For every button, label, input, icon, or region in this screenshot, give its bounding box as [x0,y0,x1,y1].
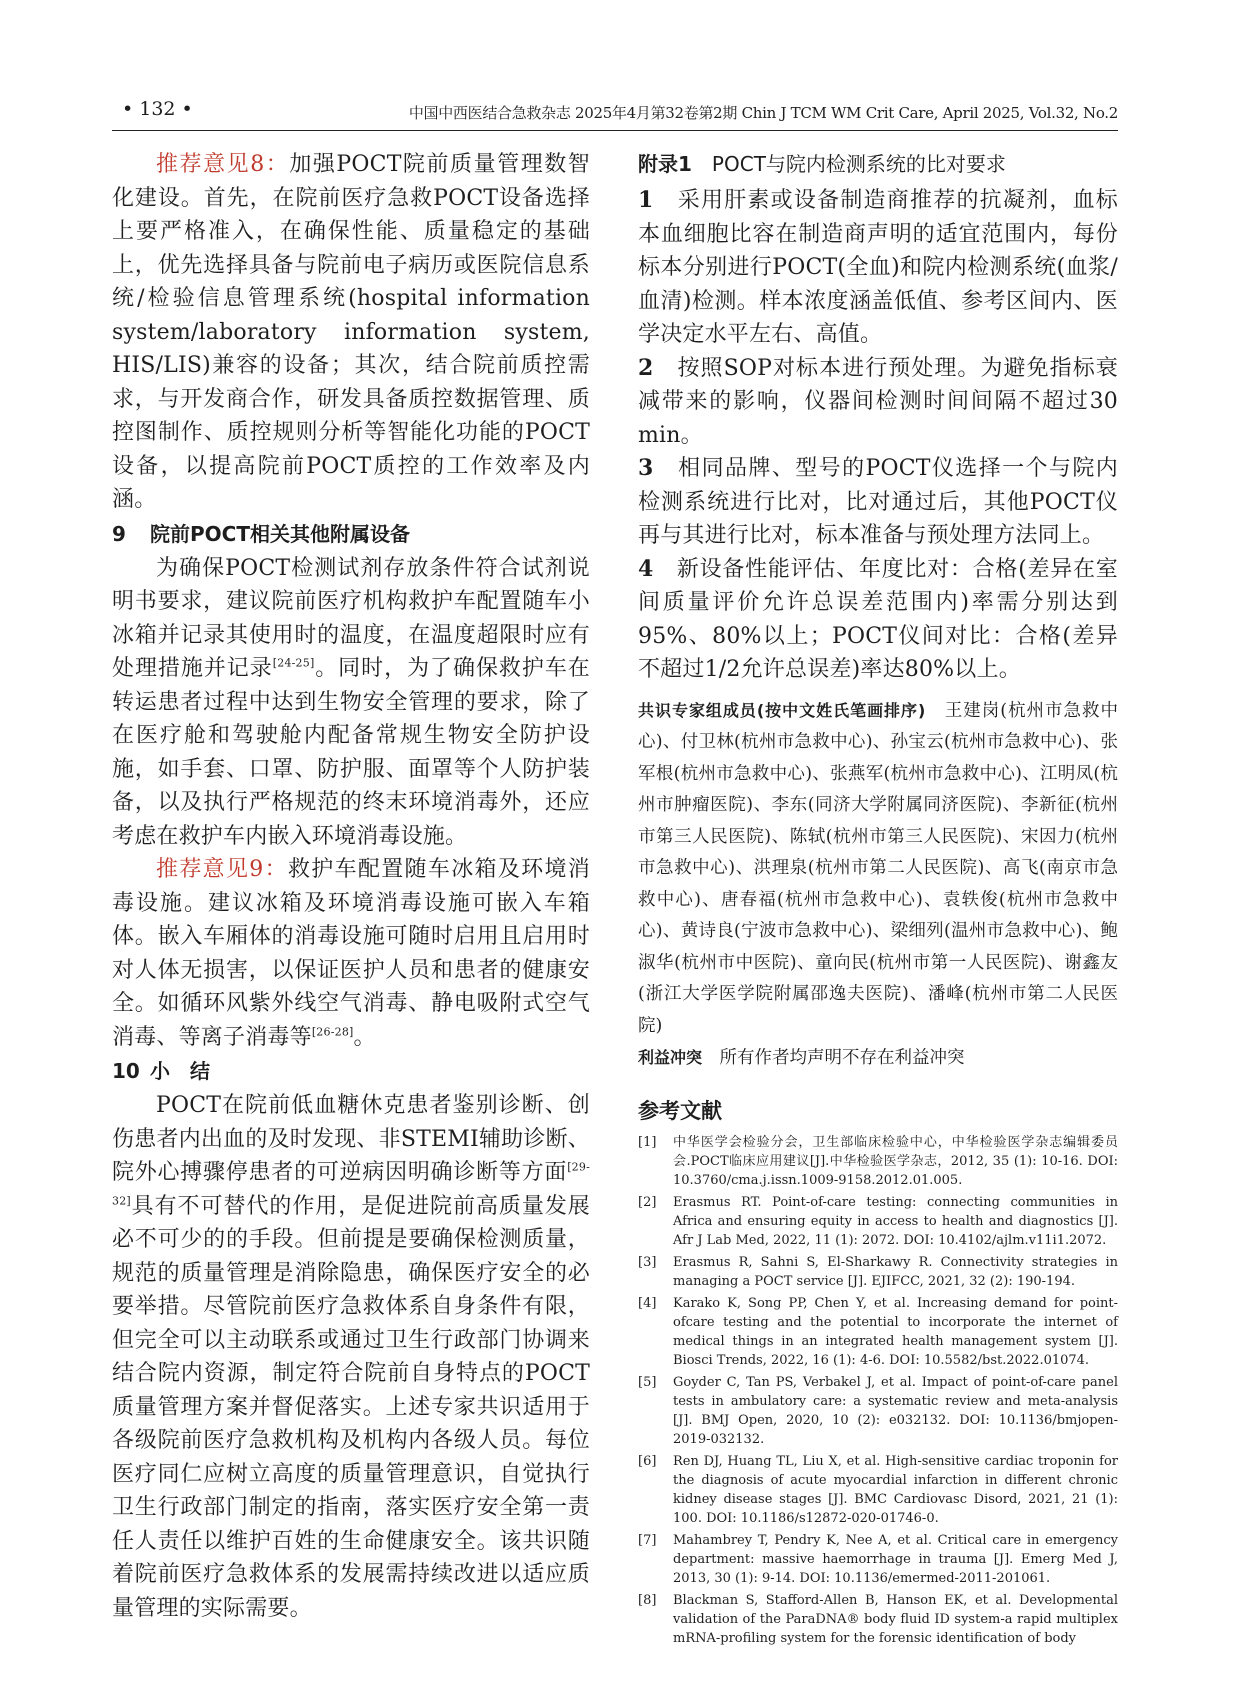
section-9-paragraph [112,552,590,854]
section-10-number: 10 [112,1059,140,1083]
journal-citation: 中国中西医结合急救杂志 2025年4月第32卷第2期 Chin J TCM WM Crit Care, April 2025, Vol.32, No.2 [408,104,1118,122]
reference-text: Blackman S, Stafford-Allen B, Hanson EK, et al. Developmental validation of the ParaDNA® body fluid ID system-a rapid multiplex mRNA-profiling system for the forensic identification of body [673,1592,1118,1646]
section-10-title: 小 结 [150,1059,210,1083]
appendix-item-text: 新设备性能评估、年度比对：合格(差异在室间质量评价允许总误差范围内)率需分别达到95%、80%以上；POCT仪间对比：合格(差异不超过1/2允许总误差)率达80%以上。 [638,556,1119,682]
appendix-item-4 [638,553,1118,687]
conflict-of-interest [638,1042,1118,1075]
appendix-item-3 [638,452,1118,553]
section-9-text-b: 。同时，为了确保救护车在转运患者过程中达到生物安全管理的要求，除了在医疗舱和驾驶舱内配备常规生物安全防护设施，如手套、口罩、防护服、面罩等个人防护装备，以及执行严格规范的终末环境消毒外，还应考虑在救护车内嵌入环境消毒设施。 [112,656,591,849]
reference-item [638,1193,1118,1250]
recommendation-8 [112,148,590,517]
section-9-number: 9 [112,521,126,546]
reference-text: Ren DJ, Huang TL, Liu X, et al. High-sensitive cardiac troponin for the diagnosis of acute myocardial infarction in different chronic kidney disease stages [J]. BMC Cardiovasc Disord, 2021, 21 (1): 100. DOI: 10.1186/s12872-020-01746-0. [673,1453,1118,1526]
section-9-title: 院前POCT相关其他附属设备 [150,521,410,546]
citation-24-25[interactable]: [24-25] [272,656,315,670]
appendix-label: 附录1 [638,152,692,176]
section-10-heading [112,1055,590,1088]
reference-text: Karako K, Song PP, Chen Y, et al. Increasing demand for point-ofcare testing and the potential to incorporate the internet of medical things in an integrated health management system [J]. Biosci Trends, 2022, 16 (1): 4-6. DOI: 10.5582/bst.2022.01074. [673,1295,1118,1368]
experts-text: 王建岗(杭州市急救中心)、付卫林(杭州市急救中心)、孙宝云(杭州市急救中心)、张军根(杭州市急救中心)、张燕军(杭州市急救中心)、江明凤(杭州市肿瘤医院)、李东(同济大学附属同济医院)、李新征(杭州市第三人民医院)、陈轼(杭州市第三人民医院)、宋因力(杭州市急救中心)、洪理泉(杭州市第二人民医院)、高飞(南京市急救中心)、唐春福(杭州市急救中心)、袁轶俊(杭州市急救中心)、黄诗良(宁波市急救中心)、梁细列(温州市急救中心)、鲍淑华(杭州市中医院)、童向民(杭州市第一人民医院)、谢鑫友(浙江大学医学院附属邵逸夫医院)、潘峰(杭州市第二人民医院) [638,700,1118,1036]
experts-label: 共识专家组成员(按中文姓氏笔画排序) [638,700,926,720]
reference-item [638,1591,1118,1648]
reference-text: Goyder C, Tan PS, Verbakel J, et al. Impact of point-of-care panel tests in ambulatory care: a systematic review and meta-analysis [J]. BMJ Open, 2020, 10 (2): e032132. DOI: 10.1136/bmjopen-2019-032132. [673,1374,1118,1447]
reference-item [638,1531,1118,1588]
references-heading: 参考文献 [638,1098,722,1123]
appendix-item-number: 4 [638,555,654,582]
reference-number: [5] [638,1374,657,1390]
appendix-item-text: 按照SOP对标本进行预处理。为避免指标衰减带来的影响，仪器间检测时间间隔不超过30 min。 [638,355,1119,448]
reference-item [638,1373,1118,1449]
appendix-title: POCT与院内检测系统的比对要求 [711,152,1006,176]
appendix-item-text: 相同品牌、型号的POCT仪选择一个与院内检测系统进行比对，比对通过后，其他POCT仪再与其进行比对，标本准备与预处理方法同上。 [638,456,1118,548]
appendix-item-text: 采用肝素或设备制造商推荐的抗凝剂，血标本血细胞比容在制造商声明的适宜范围内，每份标本分别进行POCT(全血)和院内检测系统(血浆/血清)检测。样本浓度涵盖低值、参考区间内、医学决定水平左右、高值。 [638,188,1118,347]
appendix-heading [638,148,1118,181]
recommendation-9 [112,853,590,1054]
appendix-item-1 [638,184,1118,352]
section-10-paragraph [112,1089,590,1625]
coi-text: 所有作者均声明不存在利益冲突 [719,1048,965,1068]
reference-number: [3] [638,1254,657,1270]
running-header [112,98,1118,131]
reference-number: [1] [638,1134,657,1150]
appendix-item-number: 1 [638,187,654,213]
coi-label: 利益冲突 [638,1048,703,1067]
section-10-text-a: POCT在院前低血糖休克患者鉴别诊断、创伤患者内出血的及时发现、非STEMI辅助诊断、院外心搏骤停患者的可逆病因明确诊断等方面 [112,1093,590,1185]
citation-29-32[interactable]: [29-32] [112,1160,590,1208]
reference-text: Erasmus R, Sahni S, El-Sharkawy R. Connectivity strategies in managing a POCT service [J]. EJIFCC, 2021, 32 (2): 190-194. [673,1254,1118,1289]
reference-item [638,1133,1118,1190]
right-column [638,148,1118,1651]
section-10-text-b: 具有不可替代的作用，是促进院前高质量发展必不可少的的手段。但前提是要确保检测质量，规范的质量管理是消除隐患，确保医疗安全的必要举措。尽管院前医疗急救体系自身条件有限，但完全可以主动联系或通过卫生行政部门协调来结合院内资源，制定符合院前自身特点的POCT质量管理方案并督促落实。上述专家共识适用于各级院前医疗急救机构及机构内各级人员。每位医疗同仁应树立高度的质量管理意识，自觉执行卫生行政部门制定的指南，落实医疗安全第一责任人责任以维护百姓的生命健康安全。该共识随着院前医疗急救体系的发展需持续改进以适应质量管理的实际需要。 [112,1193,590,1621]
reference-number: [4] [638,1295,657,1311]
reference-number: [8] [638,1592,657,1608]
reference-number: [6] [638,1453,657,1469]
appendix-item-number: 2 [638,354,654,381]
reference-text: Erasmus RT. Point-of-care testing: connecting communities in Africa and ensuring equity in access to health and diagnostics [J]. Afr J Lab Med, 2022, 11 (1): 2072. DOI: 10.4102/ajlm.v11i1.2072. [673,1194,1118,1248]
section-9-text-a: 为确保POCT检测试剂存放条件符合试剂说明书要求，建议院前医疗机构救护车配置随车小冰箱并记录其使用时的温度，在温度超限时应有处理措施并记录 [112,555,590,681]
appendix-item-number: 3 [638,455,654,481]
recommendation-9-end: 。 [353,1024,376,1050]
citation-26-28[interactable]: [26-28] [311,1025,354,1039]
reference-text: 中华医学会检验分会，卫生部临床检验中心，中华检验医学杂志编辑委员会.POCT临床应用建议[J].中华检验医学杂志，2012, 35 (1): 10-16. DOI: 10.3760/cma.j.issn.1009-9158.2012.01.005. [673,1134,1118,1188]
left-column [112,148,590,1625]
experts-list [638,695,1118,1043]
appendix-item-2 [638,352,1118,453]
reference-item [638,1253,1118,1291]
page-number: • 132 • [122,98,193,120]
recommendation-8-label: 推荐意见8： [156,152,290,177]
reference-number: [7] [638,1532,657,1548]
reference-number: [2] [638,1194,657,1210]
reference-item [638,1452,1118,1528]
recommendation-9-text: 救护车配置随车冰箱及环境消毒设施。建议冰箱及环境消毒设施可嵌入车箱体。嵌入车厢体的消毒设施可随时启用且启用时对人体无损害，以保证医护人员和患者的健康安全。如循环风紫外线空气消毒、静电吸附式空气消毒、等离子消毒等 [112,857,590,1050]
reference-text: Mahambrey T, Pendry K, Nee A, et al. Critical care in emergency department: massive haemorrhage in trauma [J]. Emerg Med J, 2013, 30 (1): 9-14. DOI: 10.1136/emermed-2011-201061. [673,1532,1118,1586]
recommendation-8-text: 加强POCT院前质量管理数智化建设。首先，在院前医疗急救POCT设备选择上要严格准入，在确保性能、质量稳定的基础上，优先选择具备与院前电子病历或医院信息系统/检验信息管理系统(hospital information system/laboratory information system, HIS/LIS)兼容的设备；其次，结合院前质控需求，与开发商合作，研发具备质控数据管理、质控图制作、质控规则分析等智能化功能的POCT设备，以提高院前POCT质控的工作效率及内涵。 [112,152,590,512]
recommendation-9-label: 推荐意见9： [156,857,288,882]
reference-item [638,1294,1118,1370]
section-9-heading [112,518,590,551]
